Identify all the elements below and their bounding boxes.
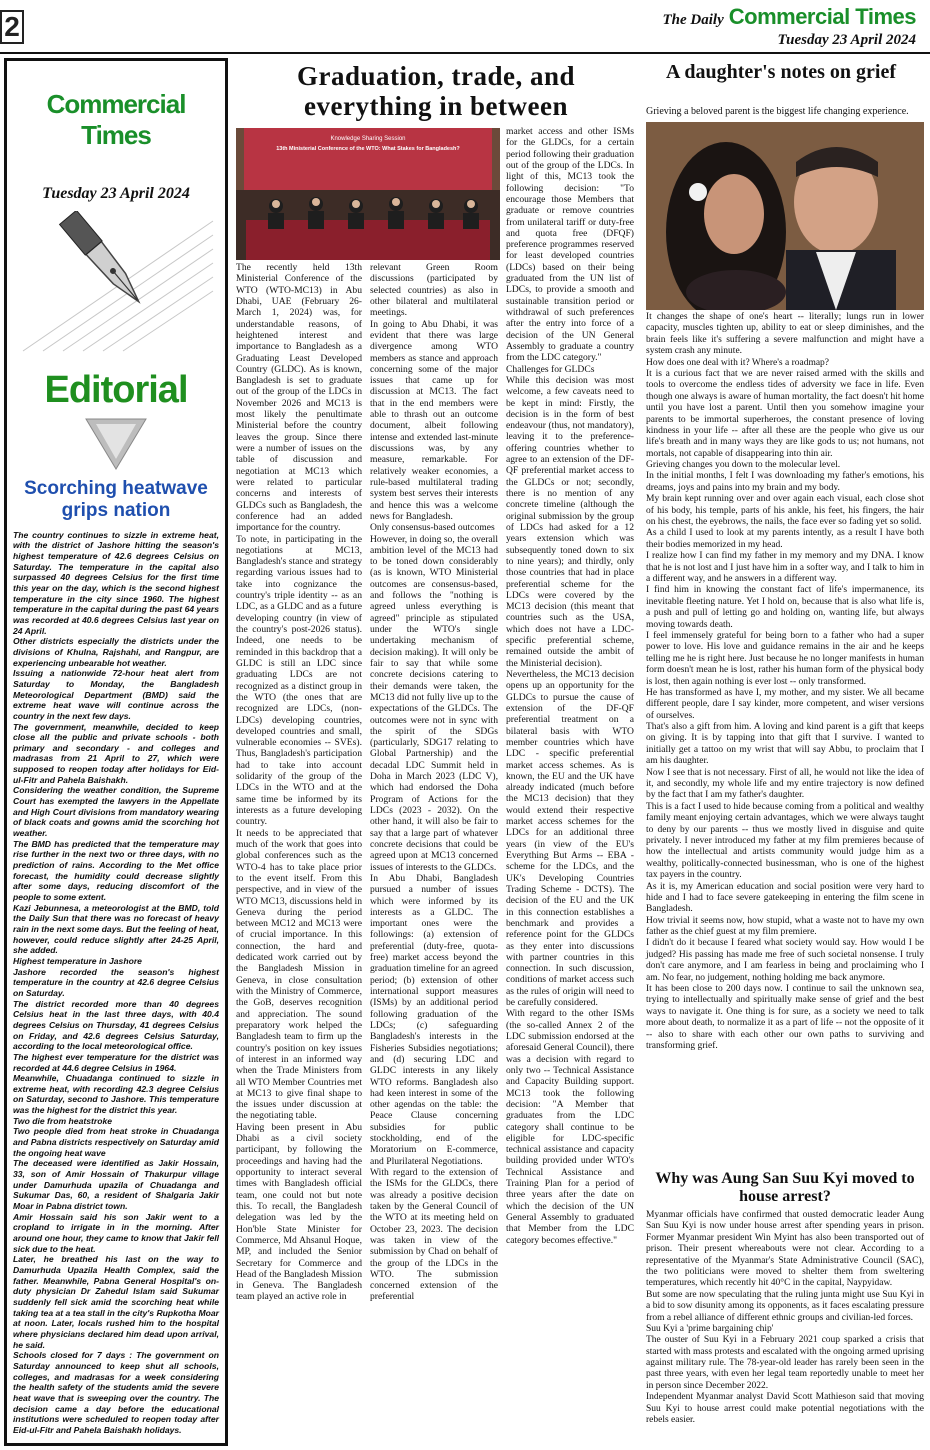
banner-line2: 13th Ministerial Conference of the WTO: What Stakes for Bangladesh? xyxy=(276,146,460,152)
article-paragraph: Nevertheless, the MC13 decision opens up an opportunity for the GLDCs to pursue the cause of extension of the DF-QF preferential treatment on a bilateral basis with WTO member countries which have LDC - specific preferential market access schemes. As is known, the EU and the UK have already indicated (much before the MC13 decision) that they would extend their respective market access schemes for the LDCs for an additional three years (in view of the EU's Everything But Arms -- EBA - scheme for the LDCs, and the UK's Developing Countries Trading Scheme - DCTS). The decision of the EU and the UK in this connection establishes a benchmark and provides a reference point for the GLDCs as they enter into discussions with partner countries in this connection. In such discussion, conditions of market access such as the rules of origin will need to be carefully considered. xyxy=(506,669,634,1009)
grief-paragraph: It is a curious fact that we are never raised armed with the skills and tools to overcome the endless tides of adversity we face in life. Even though one always is aware of human mortality, the fact doesn't hit home until you have lost a parent. Until then you somehow imagine your parents to be immortal superheroes, the constant presence of loving kindness in your life -- after all these are the people who give us our life's breath and in many ways they are like gods to us; not humans, not mortals, not capable of disappearing into thin air. xyxy=(646,368,924,459)
grief-paragraph: I feel immensely grateful for being born to a father who had a super power to love. His love and guidance remains in the air and he keeps telling me he is right here. Just because he no longer manifests in human form doesn't mean he is lost, rather his human form of the physical body is lost, then again nothing is ever lost -- only transformed. xyxy=(646,630,924,687)
grief-paragraph: This is a fact I used to hide because coming from a political and wealthy family meant enjoying certain advantages, which we were always taught to deny by our parents -- thus we mostly lived in disguise and quite privately. I never introduced my father at my film premieres because of how the intellectual and artists community would judge him as a wealthy, politically-connected businessman, who is one of the highest tax payers in the country. xyxy=(646,801,924,881)
suu-kyi-paragraph: But some are now speculating that the ruling junta might use Suu Kyi in a bid to sow disunity among its opponents, as it faces escalating pressure from a rebel alliance of different ethnic groups and civilian-led forces. xyxy=(646,1289,924,1323)
editorial-subhead: Highest temperature in Jashore xyxy=(13,955,142,966)
editorial-body xyxy=(13,530,219,1436)
masthead-brand: Commercial Times xyxy=(728,4,916,29)
grief-paragraph: It has been close to 200 days now. I continue to sail the unknown sea, trying to intellectually and spiritually make sense of grief and the best ways to navigate it. One thing is for sure, as a society we need to talk more about death, to normalize it as a part of life -- not the opposite of it -- also to share with each other our own paths to surviving and transforming grief. xyxy=(646,984,924,1051)
editorial-paragraph: Meanwhile, Chuadanga continued to sizzle in extreme heat, with recording 42.3 degree Celsius on Saturday, second to Jashore. This temperature was the highest for the district this year. xyxy=(13,1073,219,1116)
editorial-paragraph: Later, he breathed his last on the way to Damurhuda Upazila Health Complex, said the father. Meanwhile, Pabna General Hospital's on-duty physician Dr Zahedul Islam said Sukumar suddenly fell sick amid the scorching heat while taking tea at a tea stall in the city's Rupkotha Moar at noon. Later, locals rushed him to the hospital where physicians declared him dead upon arrival, he said. xyxy=(13,1254,219,1350)
fountain-pen-icon xyxy=(13,211,223,361)
editorial-column xyxy=(4,58,228,1446)
editorial-paragraph: The deceased were identified as Jakir Hossain, 33, son of Amir Hossain of Thakurpur village under Damurhuda upazila of Chuadanga and Sukumar Das, 60, a resident of Shalgaria Jakir Moar in Pabna district town. xyxy=(13,1158,219,1212)
article-paragraph: With regard to the extension of the ISMs for the GLDCs, there was already a positive decision taken by the General Council of the WTO at its meeting held on October 23, 2023. The decision was taken in view of the submission by Chad on behalf of the group of the LDCs in the WTO. The submission concerned extension of the preferential xyxy=(370,1167,498,1303)
suu-kyi-article-title: Why was Aung San Suu Kyi moved to house arrest? xyxy=(655,1170,915,1206)
editorial-paragraph: Jashore recorded the season's highest temperature in the country at 42.6 degree Celsius on Saturday. xyxy=(13,966,219,998)
article-paragraph: Having been present in Abu Dhabi as a civil society participant, by following the proceedings and having had the opportunity to interact several times with Bangladesh official team, one could not but note this. To recall, the Bangladesh delegation was led by the Hon'ble State Minister for Commerce, Md Ahsanul Hoque, MP, and included the Senior Secretary for Commerce and Head of the Bangladesh Mission in Geneva. The Bangladesh team played an active role in xyxy=(236,1121,362,1303)
editorial-paragraph: The highest ever temperature for the district was recorded at 44.6 degree Celsius in 1964. xyxy=(13,1051,219,1073)
suu-kyi-subhead: Suu Kyi a 'prime bargaining chip' xyxy=(646,1323,774,1334)
grief-paragraph: I realize how I can find my father in my memory and my DNA. I know that he is not lost and I just have him in a softer way, and I talk to him in a different way, and he answers in a different way. xyxy=(646,551,924,584)
editorial-paragraph: Issuing a nationwide 72-hour heat alert from Saturday to Monday, the Bangladesh Meteorological Department (BMD) said the extreme heat wave will continue across the country in the next few days. xyxy=(13,668,219,721)
editorial-paragraph: The country continues to sizzle in extreme heat, with the district of Jashore hitting the season's highest temperature of 42.6 degrees Celsius on Saturday. The temperature in the capital also surpassed 40 degrees Celsius for the first time this year on the day, which is the second highest temperature in the city since 1960. The highest temperature in the capital during the past 64 years was recorded at 40.6 degrees Celsius last year on 24 April. xyxy=(13,529,219,636)
editorial-paragraph: Considering the weather condition, the Supreme Court has exempted the lawyers in the Appellate and High Court divisions from mandatory wearing of black coats and gowns amid the scorching hot weather. xyxy=(13,785,219,839)
grief-paragraph: Now I see that is not necessary. First of all, he would not like the idea of it, and secondly, my whole life and my entire trajectory is now defined by the fact that I am my father's daughter. xyxy=(646,767,924,801)
article-paragraph: The recently held 13th Ministerial Conference of the WTO (WTO-MC13) in Abu Dhabi, UAE (February 26-March 1, 2024) was, for understandable reasons, of heightened interest and importance to Bangladesh as a Graduating Least Developed Country (GLDC). As is known, Bangladesh is set to graduate out of the group of the LDCs in November 2026 and MC13 is most likely the penultimate Ministerial before the country leaves the group. Since there were a number of issues on the table of discussion and negotiation at MC13 which were related to particular concerns and interests of GLDCs such as Bangladesh, the conference had an added importance for the country. xyxy=(236,262,362,534)
article-paragraph: In Abu Dhabi, Bangladesh pursued a number of issues which were informed by its interests as a GLDC. The important ones were the followings: (a) extension of preferential (duty-free, quota-free) market access beyond the graduation timeline for an agreed period; (b) extension of other international support measures (ISMs) by an additional period following graduation of the LDCs; (c) safeguarding Bangladesh's interests in the Fisheries Subsidies negotiations; and (d) securing LDC and GLDC interests in any likely WTO reforms. Bangladesh also had keen interest in some of the other agendas on the table: the Peace Clause concerning subsidies for public stockholding, end of the Moratorium on E-commerce, and Plurilateral Negotiations. xyxy=(370,872,498,1167)
editorial-paragraph: Other districts especially the districts under the divisions of Khulna, Rajshahi, and Rangpur, are experiencing unbearable hot weather. xyxy=(13,636,219,668)
banner-line1: Knowledge Sharing Session xyxy=(330,136,406,142)
editorial-paragraph: Two people died from heat stroke in Chuadanga and Pabna districts respectively on Saturday amid the ongoing heat wave xyxy=(13,1126,219,1158)
editorial-paragraph: Amir Hossain said his son Jakir went to a cropland to irrigate in in the morning. After around one hour, they came to know that Jakir fell sick due to the heat. xyxy=(13,1211,219,1254)
pen-illustration xyxy=(13,211,219,361)
grief-article-title: A daughter's notes on grief xyxy=(666,61,896,83)
suu-kyi-article-body xyxy=(646,1210,924,1426)
suu-kyi-paragraph: Independent Myanmar analyst David Scott Mathieson said that moving Suu Kyi to house arrest could make potential negotiations with the rebels easier. xyxy=(646,1392,924,1426)
grief-paragraph: As a child I used to look at my parents intently, as a result I have both their bodies memorized in my head. xyxy=(646,528,924,550)
article-column-3 xyxy=(506,126,634,1246)
grief-article-subtitle: Grieving a beloved parent is the biggest life changing experience. xyxy=(646,106,909,117)
article-paragraph: market access and other ISMs for the GLDCs, for a certain period following their graduation out of the group of the LDCs. In light of this, MC13 took the following decision: "To encourage those Members that graduate or remove countries from unilateral tariff or duty-free and quota free (DFQF) preference programmes reserved for least developed countries (LDCs) based on their being graduated from the UN list of LDCs, to provide a smooth and sustainable transition period or withdrawal of such preferences after the entry into force of a decision of the UN General Assembly to graduate a country from the LDC category." xyxy=(506,126,634,364)
grief-paragraph: Grieving changes you down to the molecular level. xyxy=(646,460,841,471)
masthead xyxy=(663,4,917,49)
grief-paragraph: That's also a gift from him. A loving and kind parent is a gift that keeps on giving. It is by tapping into that gift that I survive. I wanted to initially get a tattoo on my wrist that will say Abbu, to proclaim that I am his daughter. xyxy=(646,722,924,767)
editorial-subhead: Two die from heatstroke xyxy=(13,1115,113,1126)
article-paragraph: However, in doing so, the overall ambition level of the MC13 had to be toned down considerably (as is known, WTO Ministerial outcomes are consensus-based, and follows the "nothing is agreed unless everything is agreed" principle as stipulated under the WTO's single undertaking mechanism of decision making). It will only be fair to say that while some concrete decisions catering to their demands were taken, the MC13 did not fully live up to the expectations of the GLDCs. The outcomes were not in sync with the spirit of the SDGs (particularly, SDG17 relating to Global Partnership) and the decadal LDC Summit held in Doha in March 2023 (LDC V), which had endorsed the Doha Program of Actions for the LDCs (2023 - 2032). On the other hand, it will also be fair to say that a large part of whatever concrete decisions that could be agreed upon at MC13 concerned issues of interests to the GLDCs. xyxy=(370,533,498,873)
article-column-2 xyxy=(370,262,498,1303)
article-paragraph: While this decision was most welcome, a few caveats need to be kept in mind: Firstly, the decision is in the form of best endeavour (thus, not mandatory), leaving it to the preference-offering countries whether to agree to an extension of the DF-QF preferential market access to the GLDCs or not; secondly, there is no mention of any concrete timeline (although the original submission by the group of LDCs had asked for a 12 years extension which was subsequently toned down to six to nine years); and thirdly, only those countries that had in place preferential scheme for the LDCs were covered by the MC13 decision (this meant that countries such as the USA, which does not have a LDC-specific preferential scheme, remained outside the ambit of the Ministerial decision). xyxy=(506,374,634,669)
editorial-paragraph: Kazi Jebunnesa, a meteorologist at the BMD, told the Daily Sun that there was no forecast of heavy rain in the next some days. But the feeling of heat, however, could reduce slightly after 24-25 April, she added. xyxy=(13,902,219,956)
masthead-date: Tuesday 23 April 2024 xyxy=(777,32,916,48)
father-daughter-photo xyxy=(646,122,924,310)
grief-paragraph: My brain kept running over and over again each visual, each close shot of his body, his temple, parts of his ankle, his feet, his fingers, the hair on his chest, the eyebrows, the nails, the face ever so fading yet so solid. xyxy=(646,494,924,528)
article-title: Graduation, trade, and everything in between xyxy=(296,61,576,121)
editorial-paragraph: The government, meanwhile, decided to keep close all the public and private schools - both primary and secondary - and colleges and madrasas from 21 April to 27, which were supposed to reopen today after holidays for Eid-ul-Fitr and Pahela Baishakh. xyxy=(13,721,219,785)
editorial-date: Tuesday 23 April 2024 xyxy=(42,185,190,202)
grief-article-body xyxy=(646,312,924,1052)
article-column-1 xyxy=(236,262,362,1303)
page-number: 2 xyxy=(0,10,24,44)
down-arrow-icon xyxy=(81,414,151,474)
article-paragraph: relevant Green Room discussions (participated by selected countries) as also in other bilateral and multilateral meetings. xyxy=(370,262,498,319)
editorial-paragraph: The BMD has predicted that the temperature may rise further in the next two or three days, with no prediction of rains. According to the Met office forecast, the humidity could decrease slightly after some days, reducing discomfort of the people to some extent. xyxy=(13,838,219,902)
grief-paragraph: I didn't do it because I feared what society would say. How would I be judged? His passing has made me free of such societal nonsense. I truly don't care anymore, and I am fearless in being and proclaiming who I am. No fear, no judgement, nothing holding me back anymore. xyxy=(646,938,924,983)
grief-paragraph: How trivial it seems now, how stupid, what a waste not to have my own father as the chief guest at my film premiere. xyxy=(646,915,924,938)
top-rule xyxy=(0,52,930,54)
editorial-brand: Commercial Times xyxy=(46,89,186,150)
editorial-headline: Scorching heatwave grips nation xyxy=(24,478,208,521)
grief-paragraph: It changes the shape of one's heart -- literally; lungs run in lower capacity, muscles tighten up, ability to eat or sleep diminishes, and the brain feels like it's suffering a severe malfunction and might have a system crash any minute. xyxy=(646,312,924,357)
masthead-daily: The Daily xyxy=(662,12,724,28)
article-subhead: Challenges for GLDCs xyxy=(506,363,595,375)
editorial-label: Editorial xyxy=(44,369,188,411)
grief-paragraph: I find him in knowing the constant fact of life's impermanence, its inevitable fleeting nature. Yet I hold on, because that is also what life is, a push and pull of letting go and holding on, wanting life, but always moving towards death. xyxy=(646,585,924,630)
conference-photo xyxy=(236,128,500,260)
editorial-paragraph: Schools closed for 7 days : The government on Saturday announced to keep shut all schools, colleges, and madrasas for a week considering the health safety of the students amid the severe heat wave that is sweeping over the country. The decision came a day before the educational institutions were scheduled to reopen today after Eid-ul-Fitr and Pahela Baishakh holidays. xyxy=(13,1350,219,1435)
grief-paragraph: In the initial months, I felt I was downloading my father's emotions, his dreams, joys and pains into my brain and my body. xyxy=(646,471,924,493)
article-subhead: Only consensus-based outcomes xyxy=(370,522,495,534)
article-paragraph: With regard to the other ISMs (the so-called Annex 2 of the LDC submission endorsed at the aforesaid General Council), there was a decision with regard to only two -- Technical Assistance and Capacity Building support. MC13 took the following decision: "A Member that graduates from the LDC category shall continue to be eligible for LDC-specific technical assistance and capacity building provided under WTO's Technical Assistance and Training Plan for a period of three years after the date on which the decision of the UN General Assembly to graduated that Member from the LDC category becomes effective." xyxy=(506,1008,634,1246)
article-paragraph: It needs to be appreciated that much of the work that goes into global conferences such as the WTO-4 has to take place prior to the event itself. From this perspective, and in view of the WTO MC13, discussions held in Geneva during the period between MC12 and MC13 were of crucial importance. In this connection, the hard and dedicated work carried out by the Bangladesh Mission in Geneva, in close consultation with the Ministry of Commerce, the GoB, deserves recognition and appreciation. The sound preparatory work helped the Bangladesh team to firm up the country's position on key issues of interest in an informed way when the Trade Ministers from all WTO Member Countries met at MC13 to give final shape to the issues under discussion at the negotiating table. xyxy=(236,827,362,1122)
suu-kyi-paragraph: Myanmar officials have confirmed that ousted democratic leader Aung San Suu Kyi is now under house arrest after spending years in prison. Former Myanmar president Win Myint has also been transported out of prison. Their present whereabouts were not clear. According to a representative of the Myanmar's State Administrative Council (SAC), the two politicians were moved to shelter them from sweltering temperatures, which recently hit 40°C in the capital, Naypyidaw. xyxy=(646,1210,924,1289)
editorial-paragraph: The district recorded more than 40 degrees Celsius heat in the last three days, with 40.4 degrees Celsius on Thursday, 41 degrees Celsius on Friday, and 42.6 degrees Celsius Saturday, according to the local meteorological office. xyxy=(13,998,219,1052)
suu-kyi-paragraph: The ouster of Suu Kyi in a February 2021 coup sparked a crisis that started with mass protests and escalated with the ongoing armed uprising against military rule. The 78-year-old leader has rarely been seen in the past three years, with even her legal team reportedly unable to meet her in person since December 2022. xyxy=(646,1335,924,1391)
arrow-decoration xyxy=(13,412,219,476)
grief-paragraph: How does one deal with it? Where's a roadmap? xyxy=(646,357,830,368)
article-paragraph: To note, in participating in the negotiations at MC13, Bangladesh's stance and strategy regarding various issues had to take into cognizance the country's triple identity -- as an LDC, as a GLDC and as a future developing country (in view of the country's post-2026 status). Indeed, one needs to be reminded in this backdrop that a GLDC is still an LDC since graduating LDCs are not recognized as a distinct group in the WTO (the ones that are recognized are LDCs, (non-LDCs) developing countries, developed countries and small, vulnerable economies -- SVEs). Thus, Bangladesh's participation had to take into account solidarity of the group of the LDCs in the WTO and at the same time be informed by its interests as a future developing country. xyxy=(236,533,362,828)
article-paragraph: In going to Abu Dhabi, it was evident that there was large divergence among WTO members as stance and approach concerning some of the major issues that came up for discussion at MC13. The fact that in the end members were able to thrash out an outcome document, albeit following intense and extended last-minute discussions was, by any measure, remarkable. For relatively weaker economies, a rule-based multilateral trading system best serves their interests and hence this was a welcome news for Bangladesh. xyxy=(370,318,498,522)
grief-paragraph: As it is, my American education and social position were very hard to hide and I had to face severe gatekeeping in entering the film scene in Bangladesh. xyxy=(646,881,924,915)
grief-paragraph: He has transformed as have I, my mother, and my sister. We all became different people, dare I say kinder, more competent, and wiser versions of ourselves. xyxy=(646,687,924,721)
